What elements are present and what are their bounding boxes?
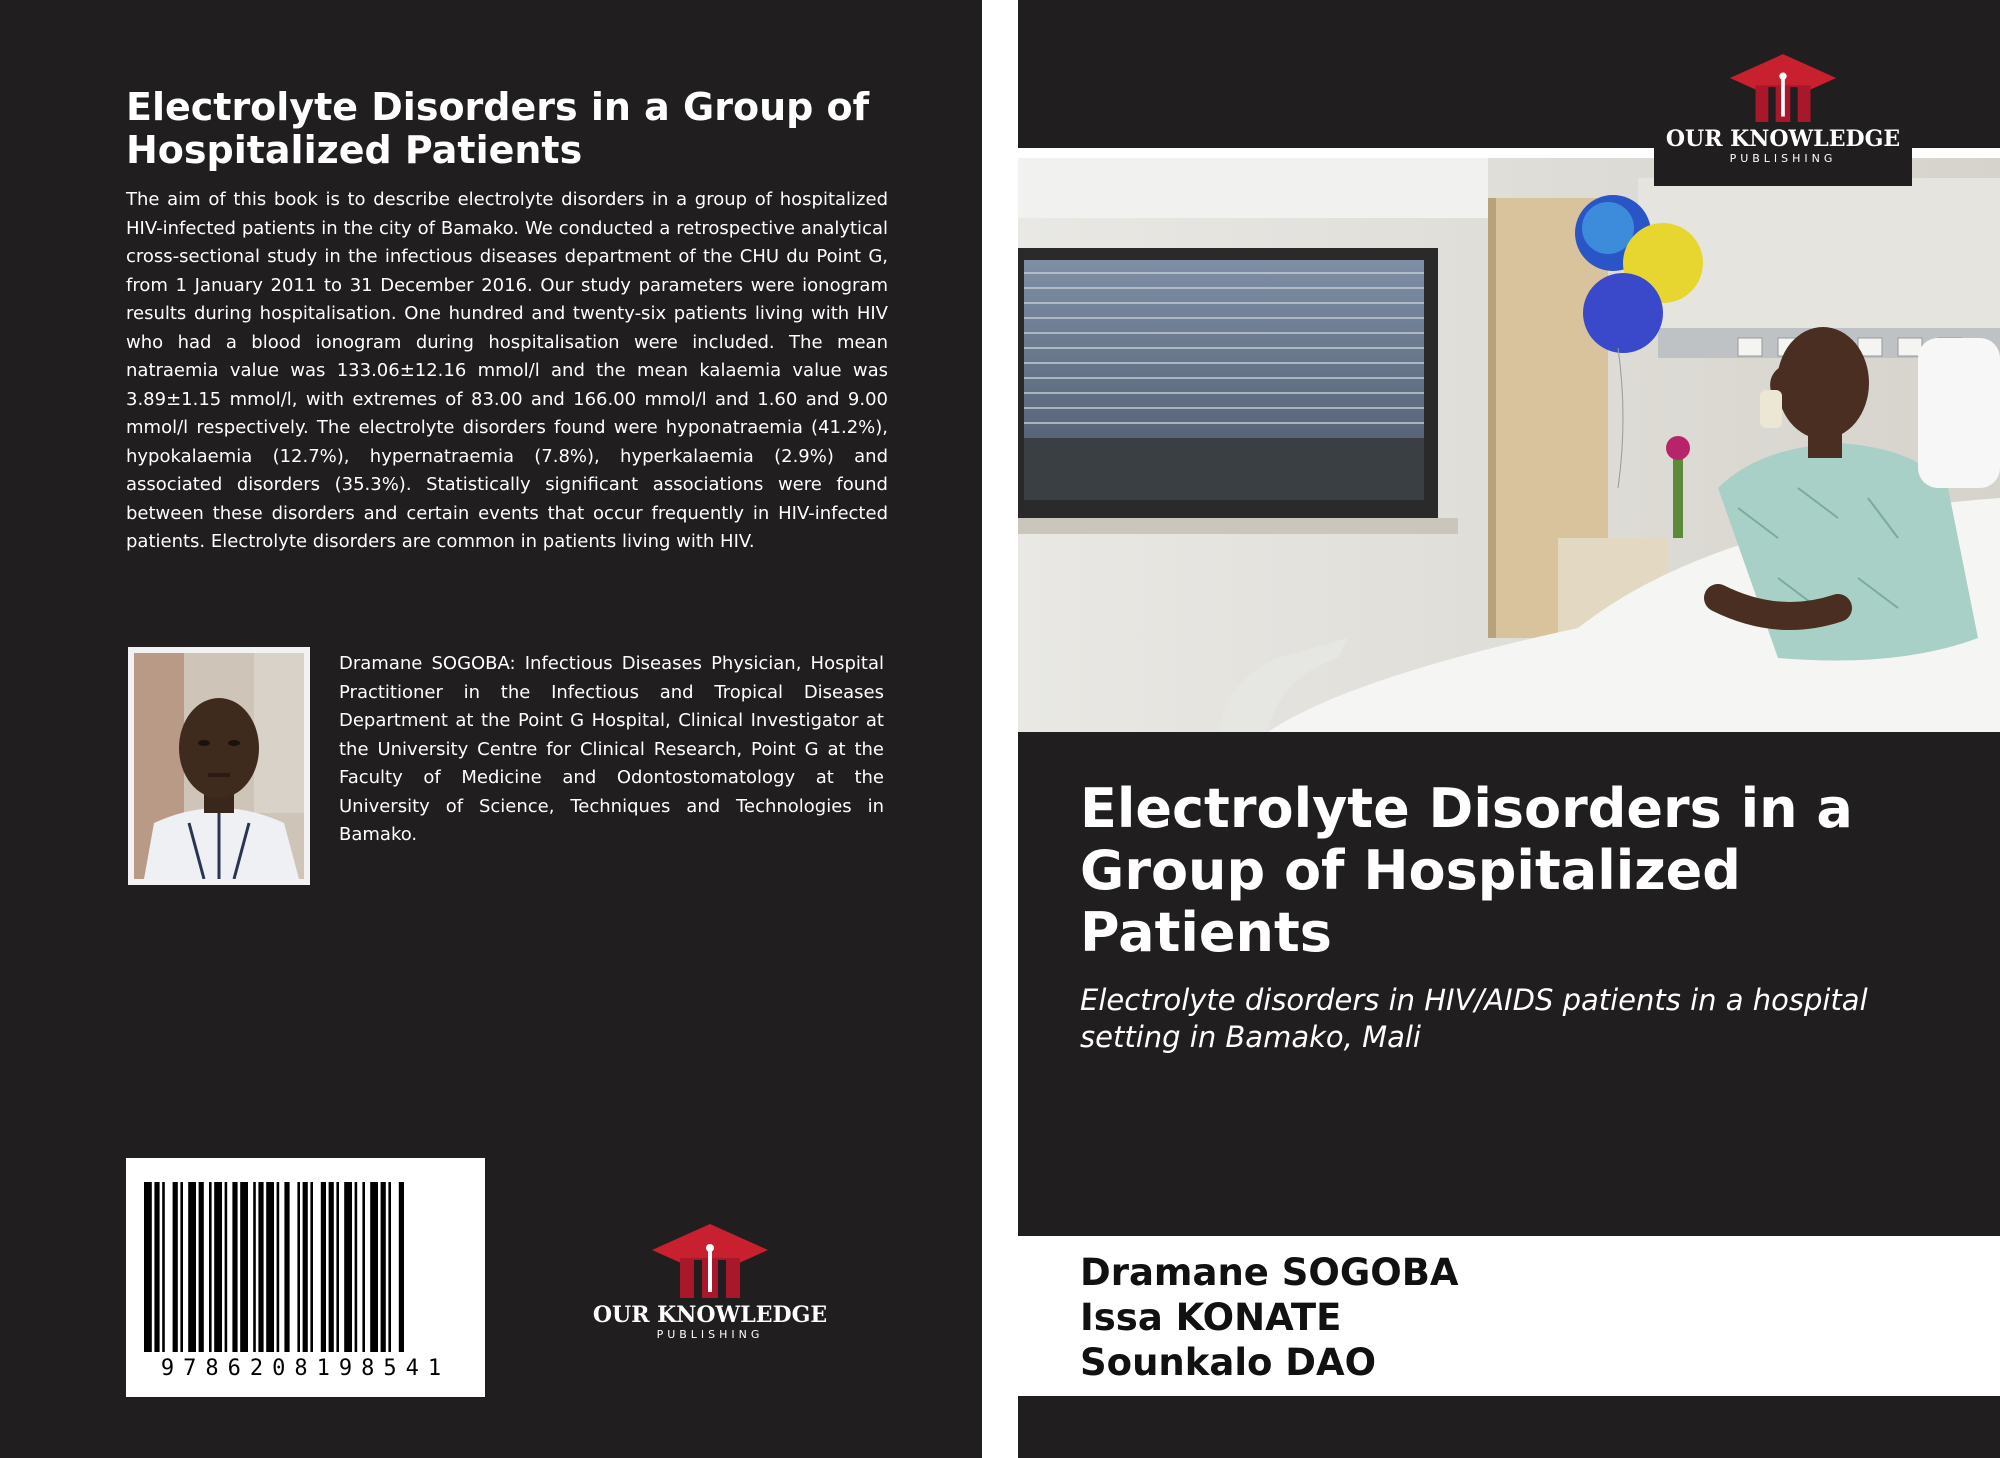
barcode-bars [144, 1182, 467, 1352]
back-cover-title: Electrolyte Disorders in a Group of Hospitalized Patients [126, 85, 870, 172]
author-name-1: Dramane SOGOBA [1080, 1251, 1459, 1294]
front-publisher-name: OUR KNOWLEDGE [1665, 126, 1901, 152]
graduation-cap-icon [1728, 52, 1838, 126]
author-photo [128, 647, 310, 885]
publisher-sub: PUBLISHING [656, 1328, 764, 1341]
front-publisher-sub: PUBLISHING [1729, 152, 1837, 165]
back-cover [0, 0, 982, 1458]
back-cover-blurb: The aim of this book is to describe electrolyte disorders in a group of hospitalized HIV-infected patients in the city of Bamako. We conducted a retrospective analytical cross-sectional study in the infectious diseases department of the CHU du Point G, from 1 January 2011 to 31 December 2016. Our study parameters were ionogram results during hospitalisation. One hundred and twenty-six patients living with HIV who had a blood ionogram during hospitalisation were included. The mean natraemia value was 133.06±12.16 mmol/l and the mean kalaemia value was 3.89±1.15 mmol/l, with extremes of 83.00 and 166.00 mmol/l and 1.60 and 9.00 mmol/l respectively. The electrolyte disorders found were hyponatraemia (41.2%), hypokalaemia (12.7%), hypernatraemia (7.8%), hyperkalaemia (2.9%) and associated disorders (35.3%). Statistically significant associations were found between these disorders and certain events that occur frequently in HIV-infected patients. Electrolyte disorders are common in patients living with HIV. [126, 189, 888, 552]
author-name-3: Sounkalo DAO [1080, 1341, 1377, 1384]
hospital-room-photo [1018, 158, 2000, 732]
author-bio: Dramane SOGOBA: Infectious Diseases Physician, Hospital Practitioner in the Infectious and Tropical Diseases Department at the Point G Hospital, Clinical Investigator at the University Centre for Clinical Research, Point G at the Faculty of Medicine and Odontostomatology at the University of Science, Techniques and Technologies in Bamako. [339, 653, 884, 845]
barcode [126, 1158, 485, 1397]
front-cover [1018, 0, 2000, 1458]
publisher-logo [580, 1222, 840, 1342]
spine-gap [982, 0, 1018, 1458]
front-cover-title: Electrolyte Disorders in a Group of Hospitalized Patients [1080, 777, 1853, 964]
author-portrait-image [134, 653, 304, 879]
graduation-cap-icon [650, 1222, 770, 1302]
authors-band [1018, 1236, 2000, 1396]
front-cover-subtitle: Electrolyte disorders in HIV/AIDS patients in a hospital setting in Bamako, Mali [1080, 983, 1868, 1054]
isbn-number: 9786208198541 [160, 1356, 451, 1381]
author-name-2: Issa KONATE [1080, 1296, 1342, 1339]
front-publisher-logo [1654, 40, 1912, 186]
cover-photo [1018, 148, 2000, 732]
publisher-name: OUR KNOWLEDGE [592, 1302, 828, 1328]
